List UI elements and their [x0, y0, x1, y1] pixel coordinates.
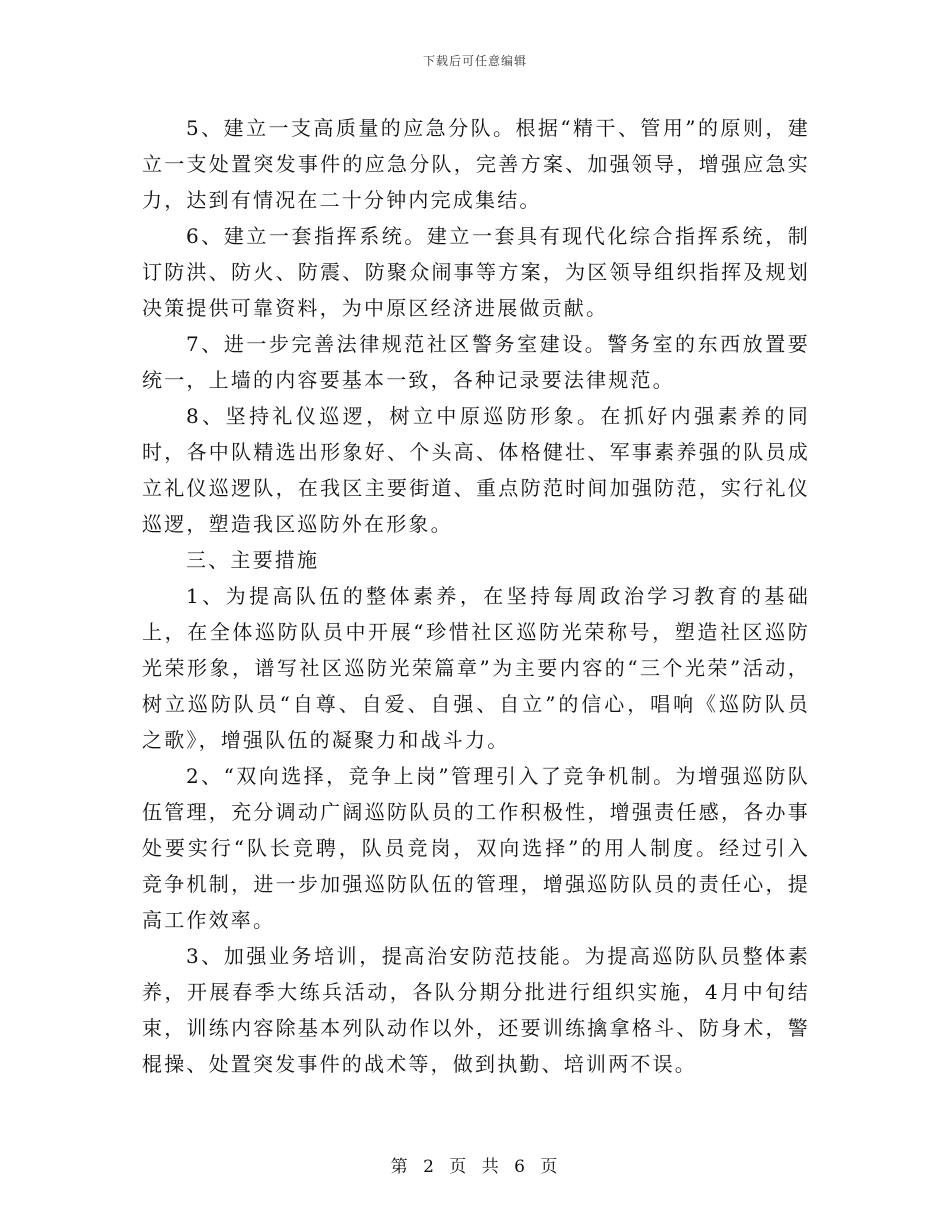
page-header: 下载后可任意编辑: [422, 54, 527, 68]
measure-item-1: 1、为提高队伍的整体素养，在坚持每周政治学习教育的基础上，在全体巡防队员中开展“珍惜社区巡防光荣称号，塑造社区巡防光荣形象，谱写社区巡防光荣篇章”为主要内容的“三个光荣”活动，树立巡防队员“自尊、自爱、自强、自立”的信心，唱响《巡防队员之歌》，增强队伍的凝聚力和战斗力。: [142, 584, 810, 752]
paragraph-item-5: 5、建立一支高质量的应急分队。根据“精干、管用”的原则，建立一支处置突发事件的应急分队，完善方案、加强领导，增强应急实力，达到有情况在二十分钟内完成集结。: [142, 116, 810, 212]
measure-item-2: 2、“双向选择，竞争上岗”管理引入了竞争机制。为增强巡防队伍管理，充分调动广阔巡防队员的工作积极性，增强责任感，各办事处要实行“队长竞聘，队员竞岗，双向选择”的用人制度。经过引入竞争机制，进一步加强巡防队伍的管理，增强巡防队员的责任心，提高工作效率。: [142, 764, 810, 932]
paragraph-item-6: 6、建立一套指挥系统。建立一套具有现代化综合指挥系统，制订防洪、防火、防震、防聚众闹事等方案，为区领导组织指挥及规划决策提供可靠资料，为中原区经济进展做贡献。: [142, 224, 810, 320]
paragraph-item-7: 7、进一步完善法律规范社区警务室建设。警务室的东西放置要统一，上墙的内容要基本一致，各种记录要法律规范。: [142, 332, 810, 392]
document-body: [142, 110, 810, 1082]
section-heading-main-measures: 三、主要措施: [186, 548, 320, 572]
page-number-footer: 第 2 页 共 6 页: [390, 1157, 560, 1177]
measure-item-3: 3、加强业务培训，提高治安防范技能。为提高巡防队员整体素养，开展春季大练兵活动，各队分期分批进行组织实施，4月中旬结束，训练内容除基本列队动作以外，还要训练擒拿格斗、防身术，警棍操、处置突发事件的战术等，做到执勤、培训两不误。: [142, 944, 810, 1076]
paragraph-item-8: 8、坚持礼仪巡逻，树立中原巡防形象。在抓好内强素养的同时，各中队精选出形象好、个头高、体格健壮、军事素养强的队员成立礼仪巡逻队，在我区主要街道、重点防范时间加强防范，实行礼仪巡逻，塑造我区巡防外在形象。: [142, 404, 810, 536]
